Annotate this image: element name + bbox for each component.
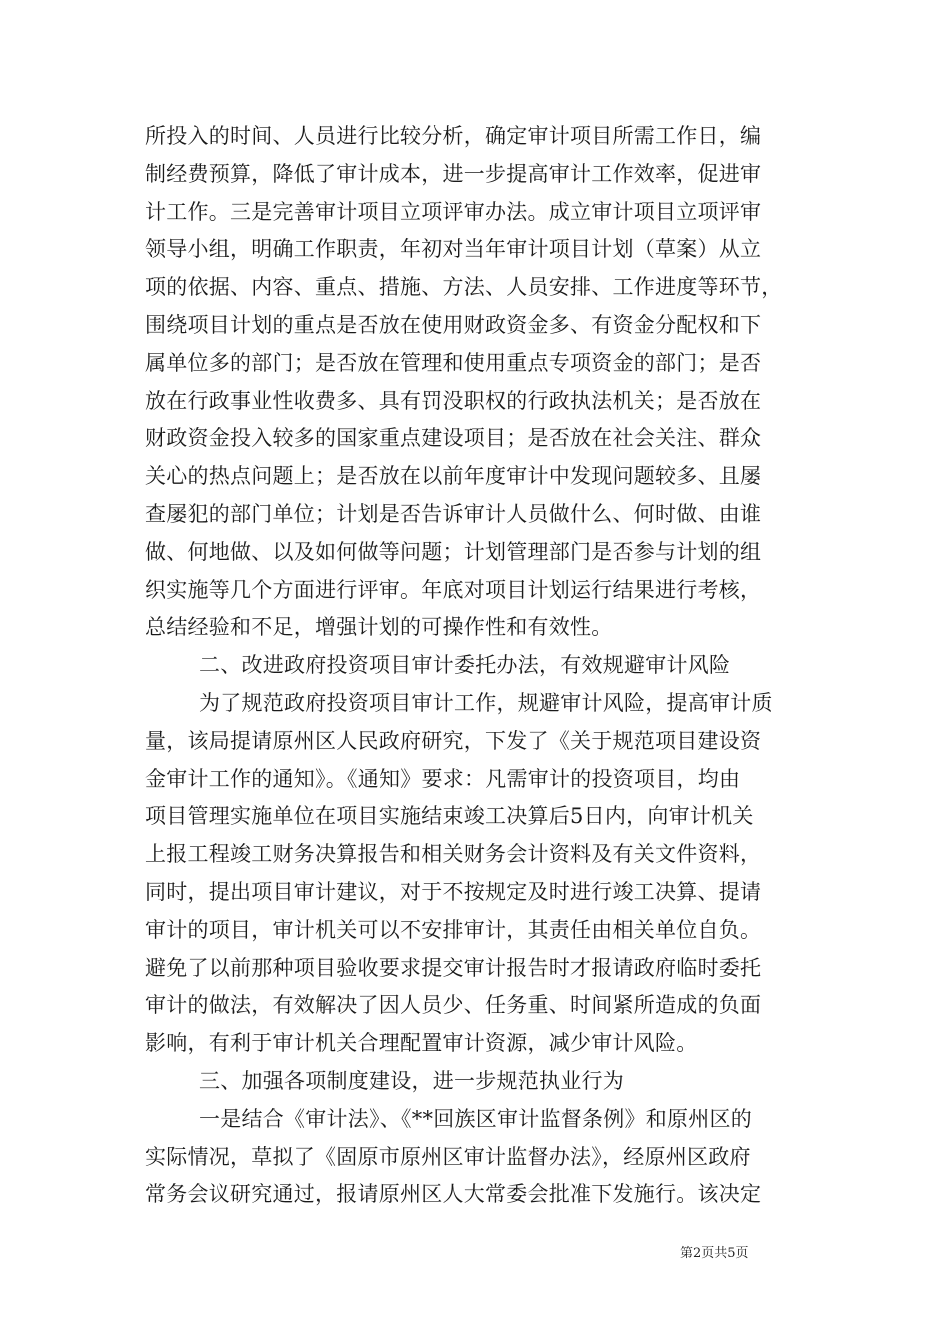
text-line: 属单位多的部门；是否放在管理和使用重点专项资金的部门；是否 [145,350,762,375]
text-line: 实际情况，草拟了《固原市原州区审计监督办法》，经原州区政府 [145,1144,751,1169]
text-line: 计工作。三是完善审计项目立项评审办法。成立审计项目立项评审 [145,199,762,224]
text-line: 领导小组，明确工作职责，年初对当年审计项目计划（草案）从立 [145,237,762,262]
text-line: 同时，提出项目审计建议，对于不按规定及时进行竣工决算、提请 [145,879,762,904]
text-line: 总结经验和不足，增强计划的可操作性和有效性。 [145,615,613,640]
text-line: 围绕项目计划的重点是否放在使用财政资金多、有资金分配权和下 [145,312,762,337]
text-line: 放在行政事业性收费多、具有罚没职权的行政执法机关；是否放在 [145,388,762,413]
text-line: 项的依据、内容、重点、措施、方法、人员安排、工作进度等环节， [145,275,783,300]
text-line: 避免了以前那种项目验收要求提交审计报告时才报请政府临时委托 [145,955,762,980]
text-line: 常务会议研究通过，报请原州区人大常委会批准下发施行。该决定 [145,1182,762,1207]
text-line: 二、改进政府投资项目审计委托办法，有效规避审计风险 [199,653,731,678]
text-line: 制经费预算，降低了审计成本，进一步提高审计工作效率，促进审 [145,161,762,186]
text-line: 所投入的时间、人员进行比较分析，确定审计项目所需工作日，编 [145,124,762,148]
text-line: 审计的做法，有效解决了因人员少、任务重、时间紧所造成的负面 [145,993,762,1018]
text-line: 项目管理实施单位在项目实施结束竣工决算后5日内，向审计机关 [145,804,754,829]
text-line: 审计的项目，审计机关可以不安排审计，其责任由相关单位自负。 [145,917,762,942]
text-line: 一是结合《审计法》、《**回族区审计监督条例》和原州区的 [199,1106,752,1131]
text-line: 关心的热点问题上；是否放在以前年度审计中发现问题较多、且屡 [145,464,762,489]
text-line: 上报工程竣工财务决算报告和相关财务会计资料及有关文件资料， [145,842,762,867]
page-number-footer: 第2页共5页 [680,1246,749,1261]
text-line: 查屡犯的部门单位；计划是否告诉审计人员做什么、何时做、由谁 [145,501,762,526]
body-text [145,118,815,1214]
text-line: 织实施等几个方面进行评审。年底对项目计划运行结果进行考核， [145,577,762,602]
text-line: 财政资金投入较多的国家重点建设项目；是否放在社会关注、群众 [145,426,762,451]
text-line: 做、何地做、以及如何做等问题；计划管理部门是否参与计划的组 [145,539,762,564]
text-line: 金审计工作的通知》。《通知》要求：凡需审计的投资项目，均由 [145,766,741,791]
text-line: 三、加强各项制度建设，进一步规范执业行为 [199,1068,624,1093]
text-line: 量，该局提请原州区人民政府研究，下发了《关于规范项目建设资 [145,728,762,753]
text-line: 为了规范政府投资项目审计工作，规避审计风险，提高审计质 [199,690,773,715]
text-line: 影响，有利于审计机关合理配置审计资源，减少审计风险。 [145,1031,698,1056]
